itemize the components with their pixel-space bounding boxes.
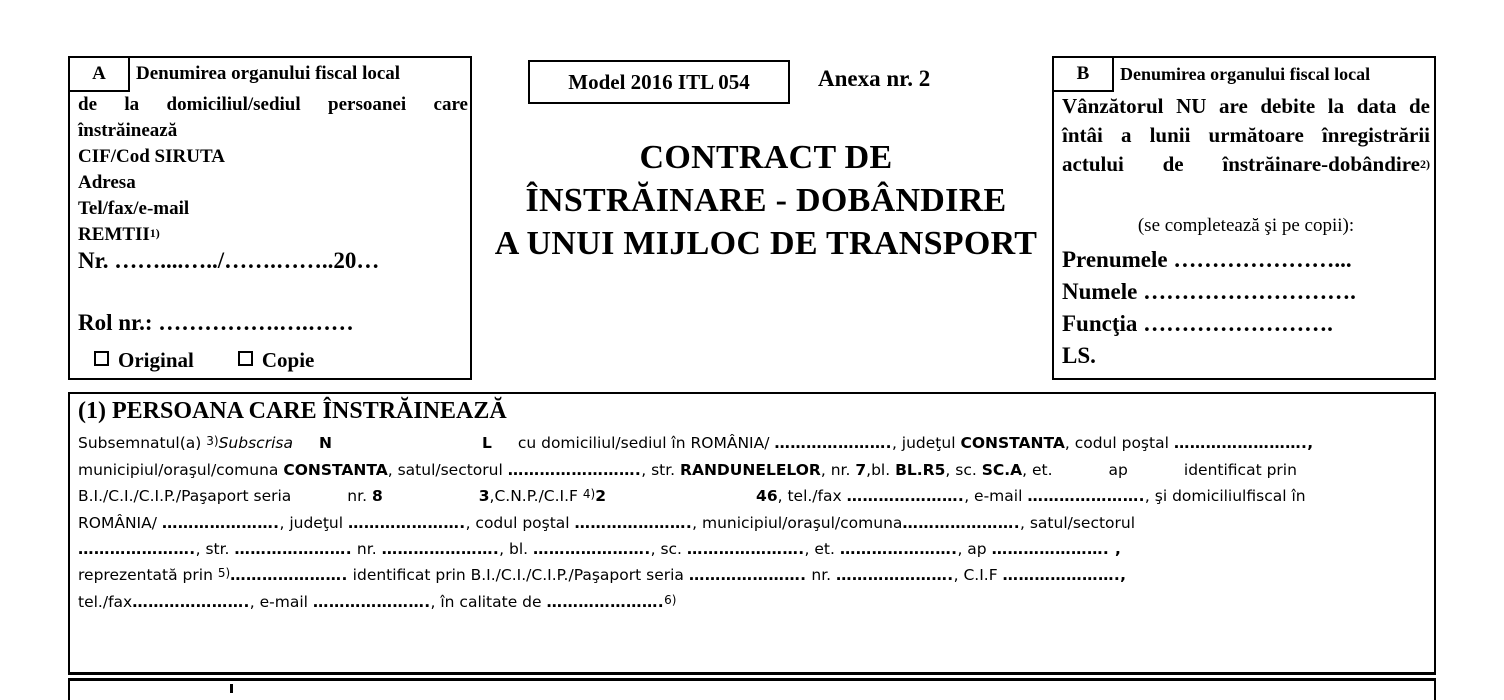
s1l4-c: , codul poştal xyxy=(465,514,575,532)
box-b-signature-fields xyxy=(1062,244,1430,372)
box-b-field-prenumele[interactable]: Prenumele …………………... xyxy=(1062,247,1352,272)
s1l4-dots-1[interactable]: …………………. xyxy=(161,514,280,532)
s1l6-d: , C.I.F xyxy=(953,566,1003,584)
s1l7-footnote-6: 6) xyxy=(664,593,677,607)
checkbox-copie[interactable] xyxy=(238,351,253,366)
s1l6-c: nr. xyxy=(806,566,836,584)
box-a-rol-field[interactable]: Rol nr.: …………….….…… xyxy=(78,310,354,335)
section-1-line-7 xyxy=(78,589,1430,616)
section-1-text-body xyxy=(78,430,1430,616)
section-2-top-edge xyxy=(68,678,1436,700)
s1l7-dots-3[interactable]: …………………. xyxy=(546,593,665,611)
s1l1-b: cu domiciliul/sediul în ROMÂNIA/ xyxy=(517,434,775,452)
s1l3-f: , e-mail xyxy=(964,487,1028,505)
box-b-title: Denumirea organului fiscal local xyxy=(1120,64,1371,84)
box-a-line-domiciliul: de la domiciliul/sediul persoanei care xyxy=(78,94,468,115)
box-a-line-instraineaza: înstrăinează xyxy=(78,120,178,141)
section-1-line-5 xyxy=(78,536,1430,562)
main-title-line-1: CONTRACT DE xyxy=(639,139,893,176)
section-1-heading: (1) PERSOANA CARE ÎNSTRĂINEAZĂ xyxy=(78,398,507,424)
seller-block-value[interactable]: BL.R5 xyxy=(895,461,946,479)
main-title-line-2: ÎNSTRĂINARE - DOBÂNDIRE xyxy=(525,182,1007,219)
s1l4-dots-4[interactable]: …………………. xyxy=(902,514,1020,532)
s1l1-dots-1[interactable]: …………………. xyxy=(774,434,892,452)
s1l5-dots-4[interactable]: …………………. xyxy=(533,540,651,558)
s1l7-b: , e-mail xyxy=(249,593,313,611)
s1l5-e: , et. xyxy=(804,540,840,558)
s1l2-dots-1[interactable]: ……………………. xyxy=(507,461,642,479)
s1l1-c: , judeţul xyxy=(891,434,961,452)
s1l3-dots-2[interactable]: …………………. xyxy=(1027,487,1145,505)
s1l7-a: tel./fax xyxy=(78,593,133,611)
s1l3-b: nr. xyxy=(347,487,372,505)
box-a-remtii-label: REMTII xyxy=(78,224,150,245)
section-1-line-2 xyxy=(78,457,1430,483)
section-1-line-4 xyxy=(78,510,1430,536)
box-b-statement-text: Vânzătorul NU are debite la data de întâi a lunii următoare înregistrării actului de înstrăinare-dobândire xyxy=(1062,94,1430,176)
s1l4-dots-2[interactable]: …………………. xyxy=(347,514,466,532)
s1l1-subscrisa: Subscrisa xyxy=(218,434,293,452)
section-2-partial-glyph xyxy=(230,684,233,693)
box-a-title: Denumirea organului fiscal local xyxy=(136,63,401,84)
box-a-nr-field[interactable]: Nr. ……....…../…….……..20… xyxy=(78,248,380,273)
box-a-field-list xyxy=(78,92,468,249)
box-a-copy-type-group xyxy=(94,346,468,374)
s1l1-d: , codul poştal xyxy=(1064,434,1174,452)
s1l5-dots-3[interactable]: …………………. xyxy=(381,540,500,558)
seller-staircase-value[interactable]: SC.A xyxy=(981,461,1023,479)
s1l3-dots-1[interactable]: …………………. xyxy=(846,487,965,505)
s1l2-a: municipiul/oraşul/comuna xyxy=(78,461,284,479)
checkbox-copie-label: Copie xyxy=(261,348,315,372)
section-1-line-6 xyxy=(78,562,1430,589)
s1l5-dots-5[interactable]: …………………. xyxy=(686,540,805,558)
s1l1-footnote-3: 3) xyxy=(206,434,219,448)
s1l6-b: identificat prin B.I./C.I./C.I.P./Paşaport seria xyxy=(347,566,689,584)
s1l6-footnote-5: 5) xyxy=(217,566,231,580)
s1l5-d: , sc. xyxy=(650,540,687,558)
box-a-remtii-footnote: 1) xyxy=(149,226,160,240)
s1l5-b: nr. xyxy=(352,540,382,558)
section-1-line-3 xyxy=(78,483,1430,510)
box-b-tag: B xyxy=(1054,58,1114,92)
seller-cnp-end-value[interactable]: 46 xyxy=(756,487,778,505)
seller-cnp-start-value[interactable]: 2 xyxy=(595,487,607,505)
center-title-block xyxy=(480,56,1052,380)
s1l6-dots-1[interactable]: …………………. xyxy=(230,566,348,584)
document-main-title xyxy=(480,136,1052,265)
section-1-line-1 xyxy=(78,430,1430,457)
box-a-line-adresa: Adresa xyxy=(78,172,136,193)
annex-label: Anexa nr. 2 xyxy=(818,66,931,91)
s1l2-g: , et. xyxy=(1022,461,1053,479)
box-a-tag: A xyxy=(70,58,130,92)
seller-id-series-value[interactable]: 8 xyxy=(371,487,383,505)
box-a-line-telfax: Tel/fax/e-mail xyxy=(78,198,190,219)
s1l4-a: ROMÂNIA/ xyxy=(78,514,162,532)
s1l1-a: Subsemnatul(a) xyxy=(78,434,207,452)
s1l2-h: ap xyxy=(1108,461,1128,479)
model-code-box: Model 2016 ITL 054 xyxy=(528,60,790,104)
s1l3-g: , şi domiciliulfiscal în xyxy=(1144,487,1306,505)
s1l1-dots-2[interactable]: ……………………., xyxy=(1173,434,1314,452)
seller-street-number-value[interactable]: 7 xyxy=(855,461,867,479)
s1l2-i: identificat prin xyxy=(1183,461,1297,479)
s1l6-dots-3[interactable]: …………………. xyxy=(836,566,954,584)
box-b-field-functia[interactable]: Funcţia ……………………. xyxy=(1062,311,1333,336)
box-b-no-debts-declaration xyxy=(1052,56,1436,380)
s1l3-e: , tel./fax xyxy=(777,487,847,505)
s1l3-a: B.I./C.I./C.I.P./Paşaport seria xyxy=(78,487,292,505)
box-a-fiscal-authority xyxy=(68,56,472,380)
s1l6-dots-4[interactable]: …………………., xyxy=(1002,566,1127,584)
seller-first-name-value[interactable]: N xyxy=(318,434,332,452)
box-a-line-cif: CIF/Cod SIRUTA xyxy=(78,146,225,167)
box-b-subnote: (se completează şi pe copii): xyxy=(1137,215,1355,236)
s1l5-c: , bl. xyxy=(499,540,534,558)
s1l6-a: reprezentată prin xyxy=(78,566,218,584)
main-title-line-3: A UNUI MIJLOC DE TRANSPORT xyxy=(494,225,1038,262)
s1l2-d: , nr. xyxy=(820,461,856,479)
s1l2-f: , sc. xyxy=(945,461,982,479)
checkbox-original[interactable] xyxy=(94,351,109,366)
s1l5-dots-7[interactable]: …………………. , xyxy=(991,540,1122,558)
section-1-seller xyxy=(68,392,1436,675)
s1l4-e: , satul/sectorul xyxy=(1019,514,1136,532)
s1l5-dots-2[interactable]: …………………. xyxy=(234,540,352,558)
seller-county-value[interactable]: CONSTANTA xyxy=(960,434,1065,452)
s1l7-dots-2[interactable]: …………………. xyxy=(312,593,431,611)
s1l5-dots-1[interactable]: …………………. xyxy=(78,540,196,558)
s1l5-a: , str. xyxy=(195,540,235,558)
box-a-line-remtii xyxy=(78,222,468,249)
s1l5-dots-6[interactable]: …………………. xyxy=(839,540,958,558)
s1l3-d: ,C.N.P./C.I.F xyxy=(489,487,583,505)
seller-last-name-value[interactable]: L xyxy=(481,434,492,452)
s1l7-c: , în calitate de xyxy=(430,593,547,611)
box-b-statement-footnote: 2) xyxy=(1420,157,1430,171)
seller-city-value[interactable]: CONSTANTA xyxy=(283,461,388,479)
s1l4-dots-3[interactable]: …………………. xyxy=(574,514,693,532)
s1l6-dots-2[interactable]: …………………. xyxy=(688,566,807,584)
document-header-row xyxy=(68,56,1436,382)
seller-id-number-value[interactable]: 3 xyxy=(478,487,490,505)
s1l2-c: , str. xyxy=(641,461,681,479)
s1l3-footnote-4: 4) xyxy=(582,487,596,501)
s1l2-e: ,bl. xyxy=(866,461,896,479)
s1l4-d: , municipiul/oraşul/comuna xyxy=(692,514,903,532)
seller-street-value[interactable]: RANDUNELELOR xyxy=(680,461,821,479)
s1l4-b: , judeţul xyxy=(279,514,348,532)
s1l5-f: , ap xyxy=(957,540,992,558)
checkbox-original-label: Original xyxy=(118,348,194,372)
box-b-statement xyxy=(1062,92,1430,182)
s1l2-b: , satul/sectorul xyxy=(387,461,508,479)
s1l7-dots-1[interactable]: …………………. xyxy=(132,593,250,611)
box-b-field-ls: LS. xyxy=(1062,343,1096,368)
box-b-field-numele[interactable]: Numele ………………………. xyxy=(1062,279,1356,304)
